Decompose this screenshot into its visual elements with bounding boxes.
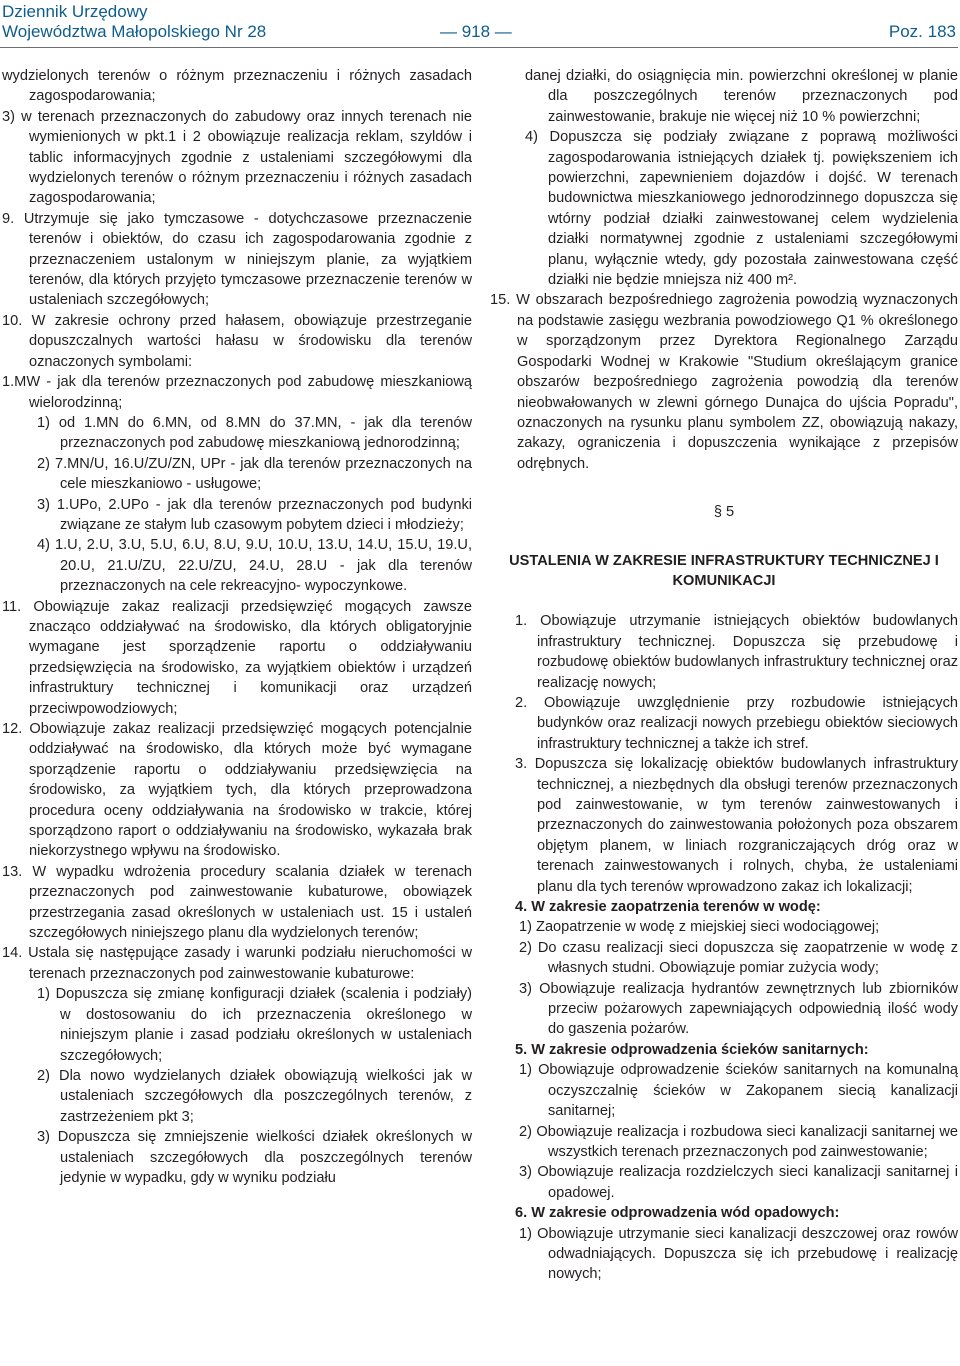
right-paragraph: 2) Do czasu realizacji sieci dopuszcza się zaopatrzenie w wodę z własnych studni. Obowiązuje pomiar zużycia wody; — [519, 939, 958, 977]
left-paragraph: 3) Dopuszcza się zmniejszenie wielkości działek określonych w ustaleniach szczegółowych dla poszczególnych terenów jedynie w wypadku, gdy w wyniku podziału — [37, 1129, 472, 1186]
right-paragraph: 3. Dopuszcza się lokalizację obiektów budowlanych infrastruktury technicznej, a niezbędnych dla obsługi terenów przeznaczonych pod zainwestowanie, w tym terenów zainwestowanych i przeznaczonych do zainwestowania położonych poza obszarem objętym planem, w liniach rozgraniczających dróg oraz w terenach zainwestowanych i rolnych, chyba, że ustaleniami planu dla tych terenów wprowadzono zakaz ich lokalizacji; — [515, 756, 958, 895]
page-number: — 918 — — [440, 22, 512, 41]
right-paragraph: 1) Obowiązuje odprowadzenie ścieków sanitarnych na komunalną oczyszczalnię ścieków w Zakopanem siecią kanalizacji sanitarnej; — [519, 1062, 958, 1120]
right-paragraph: danej działki, do osiągnięcia min. powierzchni określonej w planie dla poszczególnych terenów przeznaczonych pod zainwestowanie, brakuje nie więcej niż 10 % powierzchni; — [525, 68, 958, 125]
left-column — [2, 66, 472, 1188]
right-paragraph: USTALENIA W ZAKRESIE INFRASTRUKTURY TECHNICZNEJ I KOMUNIKACJI — [509, 552, 939, 589]
left-paragraph: 1) Dopuszcza się zmianę konfiguracji działek (scalenia i podziały) w dostosowaniu do ich przeznaczenia określonego w niniejszym planie i zasad podziału określonych w ustaleniach szczegółowych; — [37, 986, 472, 1064]
left-paragraph: 2) Dla nowo wydzielanych działek obowiązują wielkości jak w ustaleniach szczegółowych dla poszczególnych terenów, z zastrzeżeniem pkt 3; — [37, 1067, 472, 1125]
left-paragraph: 13. W wypadku wdrożenia procedury scalania działek w terenach przeznaczonych pod zainwestowanie kubaturowe, obowiązek przestrzegania zasad określonych w ustaleniach ust. 15 i ustaleń szczegółowych niniejszego planu dla wydzielonych terenów; — [2, 863, 472, 942]
right-paragraph: 4. W zakresie zaopatrzenia terenów w wodę: — [515, 899, 821, 916]
position-number: Poz. 183 — [888, 22, 956, 41]
left-paragraph: wydzielonych terenów o różnym przeznaczeniu i różnych zasadach zagospodarowania; — [2, 68, 472, 105]
right-paragraph: 1) Obowiązuje utrzymanie sieci kanalizacji deszczowej oraz rowów odwadniających. Dopuszcza się ich przebudowę i realizację nowych; — [519, 1225, 958, 1283]
left-paragraph: 12. Obowiązuje zakaz realizacji przedsięwzięć mogących potencjalnie oddziaływać na środowisko, dla których może być wymagane sporządzenie raportu o oddziaływaniu przedsięwzięcia na środowisko, za wyjątkiem tych, dla których przeprowadzona procedura oceny oddziaływania na środowisko w trakcie, której sporządzono raport o oddziaływaniu na środowisko, wykazała brak niekorzystnego wpływu na środowisko. — [2, 721, 472, 860]
right-paragraph: 3) Obowiązuje realizacja hydrantów zewnętrznych lub zbiorników przeciw pożarowych zapewniających odpowiednią ilość wody do gaszenia pożarów. — [519, 980, 958, 1038]
right-paragraph: 6. W zakresie odprowadzenia wód opadowych: — [515, 1205, 840, 1222]
left-paragraph: 4) 1.U, 2.U, 3.U, 5.U, 6.U, 8.U, 9.U, 10.U, 13.U, 14.U, 15.U, 19.U, 20.U, 21.U/ZU, 22.U/ZU, 24.U, 28.U - jak dla terenów przeznaczonych na cele rekreacyjno- wypoczynkowe. — [37, 537, 472, 595]
left-paragraph: 14. Ustala się następujące zasady i warunki podziału nieruchomości w terenach przeznaczonych pod zainwestowanie kubaturowe: — [2, 945, 472, 982]
right-paragraph: 1) Zaopatrzenie w wodę z miejskiej sieci wodociągowej; — [519, 919, 880, 936]
right-paragraph: 2. Obowiązuje uwzględnienie przy rozbudowie istniejących budynków oraz realizacji nowych przebiegu obiektów sieciowych infrastruktury technicznej a także ich stref. — [515, 694, 958, 752]
right-paragraph: 3) Obowiązuje realizacja rozdzielczych sieci kanalizacji sanitarnej i opadowej. — [519, 1164, 958, 1201]
right-paragraph: 4) Dopuszcza się podziały związane z poprawą możliwości zagospodarowania istniejących działek tj. powiększeniem ich powierzchni, zapewnieniem dojazdów i dojść. W terenach budownictwa mieszkaniowego jednorodzinnego dopuszcza się wtórny podział działki zainwestowanej celem wydzielenia działki normatywnej zgodnie z ustaleniami szczegółowymi planu, wyłącznie wtedy, gdy pozostała zainwestowana część działki nie będzie mniejsza niż 400 m². — [525, 129, 958, 289]
header-divider — [0, 47, 958, 48]
left-paragraph: 3) w terenach przeznaczonych do zabudowy oraz innych terenach nie wymienionych w pkt.1 i 2 obowiązuje realizacja reklam, szyldów i tablic informacyjnych zgodnie z ustaleniami szczegółowymi dla wydzielonych terenów o różnym przeznaczeniu i różnych zasadach zagospodarowania; — [2, 108, 472, 207]
left-paragraph: 9. Utrzymuje się jako tymczasowe - dotychczasowe przeznaczenie terenów i obiektów, do czasu ich zagospodarowania zgodnie z przeznaczeniem ustalonym w niniejszym planie, za wyjątkiem terenów, dla których przyjęto tymczasowe przeznaczenie terenów w ustaleniach szczegółowych; — [2, 210, 472, 309]
journal-title: Dziennik Urzędowy — [2, 2, 148, 21]
left-paragraph: 1) od 1.MN do 6.MN, od 8.MN do 37.MN, - jak dla terenów przeznaczonych pod zabudowę mieszkaniową jednorodzinną; — [37, 414, 472, 452]
right-paragraph: 2) Obowiązuje realizacja i rozbudowa sieci kanalizacji sanitarnej we wszystkich terenach przeznaczonych pod zainwestowanie; — [519, 1123, 958, 1160]
page-header — [0, 0, 960, 54]
journal-issue: Województwa Małopolskiego Nr 28 — [2, 22, 267, 41]
left-paragraph: 2) 7.MN/U, 16.U/ZU/ZN, UPr - jak dla terenów przeznaczonych na cele mieszkaniowo - usługowe; — [37, 455, 472, 493]
left-paragraph: 3) 1.UPo, 2.UPo - jak dla terenów przeznaczonych pod budynki związane ze stałym lub czasowym pobytem dzieci i młodzieży; — [37, 496, 472, 533]
right-paragraph: 15. W obszarach bezpośredniego zagrożenia powodzią wyznaczonych na podstawie zasięgu wezbrania powodziowego Q1 % określonego w sporządzonym przez Dyrektora Regionalnego Zarządu Gospodarki Wodnej w Krakowie "Studium określającym granice obszarów bezpośredniego zagrożenia powodzią dla terenów nieobwałowanych w zlewni górnego Dunajca do ujścia Popradu", oznaczonych na rysunku planu symbolem ZZ, obowiązują nakazy, zakazy, ograniczenia i dopuszczenia wynikające z przepisów odrębnych. — [490, 292, 958, 472]
right-paragraph: 1. Obowiązuje utrzymanie istniejących obiektów budowlanych infrastruktury technicznej. Dopuszcza się przebudowę i rozbudowę obiektów budowlanych infrastruktury technicznej oraz realizację nowych; — [515, 613, 958, 691]
left-paragraph: 1.MW - jak dla terenów przeznaczonych pod zabudowę mieszkaniową wielorodzinną; — [2, 374, 472, 411]
left-paragraph: 10. W zakresie ochrony przed hałasem, obowiązuje przestrzeganie dopuszczalnych wartości hałasu w środowisku dla terenów oznaczonych symbolami: — [2, 312, 472, 370]
right-paragraph: § 5 — [713, 504, 735, 521]
right-paragraph: 5. W zakresie odprowadzenia ścieków sanitarnych: — [515, 1041, 869, 1058]
left-paragraph: 11. Obowiązuje zakaz realizacji przedsięwzięć mogących zawsze znacząco oddziaływać na środowisko, dla których obligatoryjnie wymagane jest sporządzenie raportu o oddziaływaniu przedsięwzięcia na środowisko, za wyjątkiem obiektów i urządzeń infrastruktury technicznej i komunikacji oraz urządzeń przeciwpowodziowych; — [2, 598, 472, 717]
right-column — [490, 66, 958, 1285]
